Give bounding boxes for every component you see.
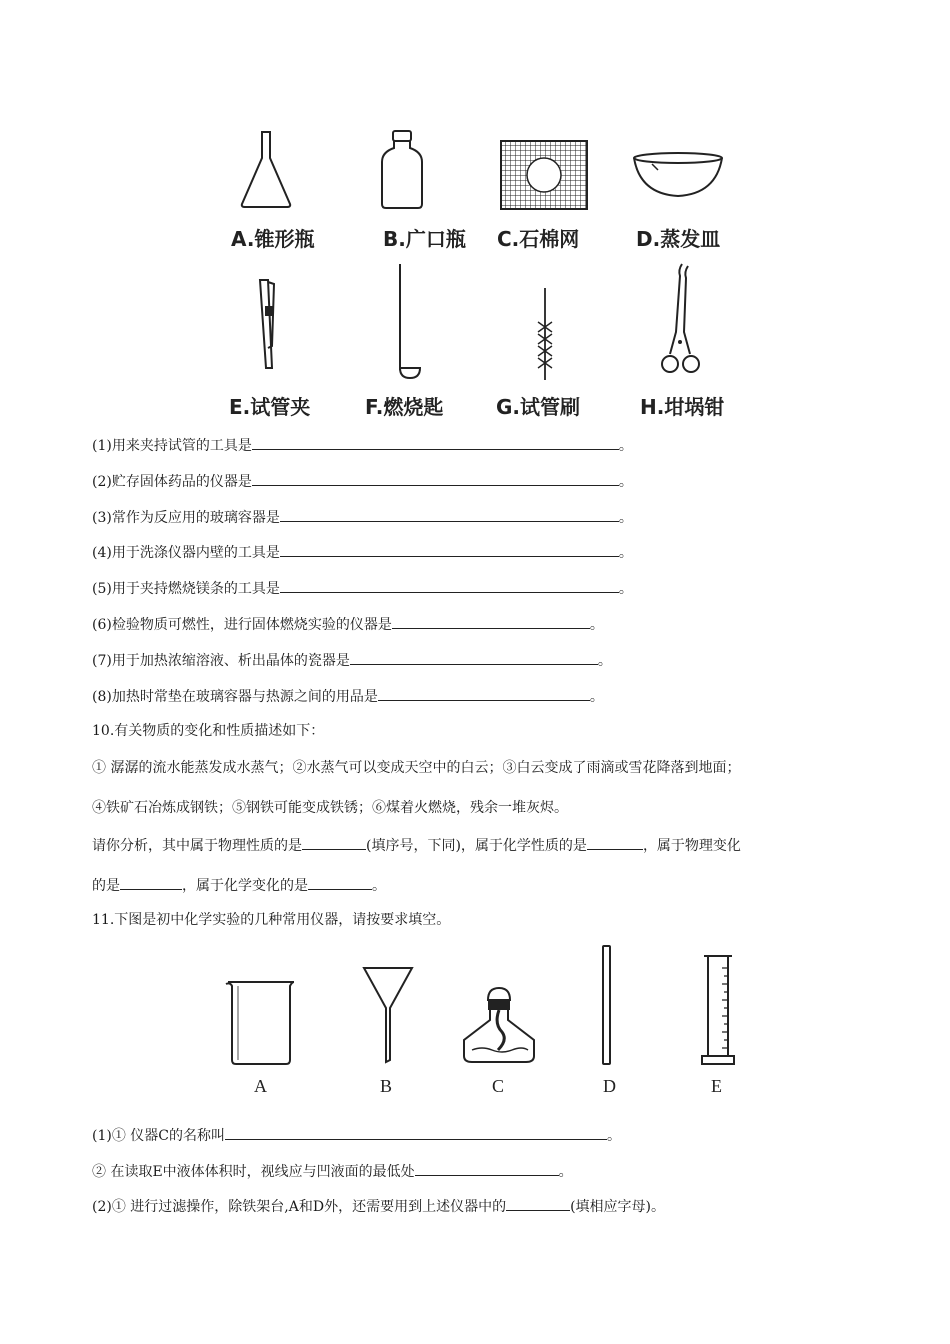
answer-blank[interactable]: [350, 649, 598, 665]
q9-item-3: (3)常作为反应用的玻璃容器是 。: [92, 506, 633, 528]
q10-title: 10.有关物质的变化和性质描述如下：: [92, 723, 325, 739]
caption-conical-flask: A.锥形瓶: [231, 227, 315, 251]
combustion-spoon-image: [386, 262, 422, 382]
answer-blank[interactable]: [120, 874, 182, 890]
q11-sub-2a: (2)① 进行过滤操作，除铁架台,A和D外，还需要用到上述仪器中的 (填相应字母)。: [92, 1195, 665, 1217]
q10-line-3: 请你分析，其中属于物理性质的是 (填序号，下同)，属于化学性质的是 ，属于物理变化: [92, 834, 741, 856]
q11-title: 11.下图是初中化学实验的几种常用仪器，请按要求填空。: [92, 912, 451, 928]
q9-item-2: (2)贮存固体药品的仪器是 。: [92, 470, 633, 492]
caption-evaporating-dish: D.蒸发皿: [636, 227, 721, 251]
label-e: E: [711, 1076, 722, 1096]
answer-blank[interactable]: [302, 834, 366, 850]
answer-blank[interactable]: [252, 434, 619, 450]
wide-mouth-bottle-image: [378, 128, 426, 212]
caption-wide-mouth-bottle: B.广口瓶: [383, 227, 466, 251]
test-tube-clamp-image: [254, 276, 280, 372]
caption-asbestos-gauze: C.石棉网: [497, 227, 580, 251]
label-d: D: [603, 1076, 616, 1096]
q10-line-2: ④铁矿石冶炼成钢铁；⑤钢铁可能变成铁锈；⑥煤着火燃烧，残余一堆灰烬。: [92, 800, 568, 816]
test-tube-brush-image: [534, 286, 556, 382]
answer-blank[interactable]: [252, 470, 619, 486]
label-a: A: [254, 1076, 267, 1096]
asbestos-gauze-image: [500, 140, 588, 210]
q9-item-1: (1)用来夹持试管的工具是 。: [92, 434, 633, 456]
q9-item-8: (8)加热时常垫在玻璃容器与热源之间的用品是 。: [92, 685, 604, 707]
answer-blank[interactable]: [225, 1124, 607, 1140]
q10-line-4: 的是 ，属于化学变化的是 。: [92, 874, 386, 896]
crucible-tongs-image: [660, 262, 702, 378]
graduated-cylinder-image: [700, 952, 738, 1068]
answer-blank[interactable]: [392, 613, 590, 629]
label-b: B: [380, 1076, 393, 1096]
caption-crucible-tongs: H.坩埚钳: [640, 395, 725, 419]
answer-blank[interactable]: [506, 1195, 570, 1211]
funnel-image: [362, 964, 414, 1064]
caption-test-tube-brush: G.试管刷: [496, 395, 581, 419]
answer-blank[interactable]: [587, 834, 643, 850]
answer-blank[interactable]: [378, 685, 590, 701]
q9-item-6: (6)检验物质可燃性，进行固体燃烧实验的仪器是 。: [92, 613, 604, 635]
q10-line-1: ① 潺潺的流水能蒸发成水蒸气；②水蒸气可以变成天空中的白云；③白云变成了雨滴或雪花降落到地面；: [92, 760, 741, 776]
answer-blank[interactable]: [415, 1160, 559, 1176]
answer-blank[interactable]: [280, 577, 619, 593]
answer-blank[interactable]: [308, 874, 372, 890]
q11-sub-1a: (1)① 仪器C的名称叫 。: [92, 1124, 621, 1146]
answer-blank[interactable]: [280, 541, 619, 557]
alcohol-lamp-image: [458, 984, 540, 1066]
evaporating-dish-image: [630, 150, 726, 200]
answer-blank[interactable]: [280, 506, 619, 522]
glass-rod-image: [600, 944, 614, 1066]
q9-item-5: (5)用于夹持燃烧镁条的工具是 。: [92, 577, 633, 599]
conical-flask-image: [236, 128, 296, 210]
caption-combustion-spoon: F.燃烧匙: [365, 395, 444, 419]
beaker-image: [224, 978, 296, 1066]
caption-test-tube-clamp: E.试管夹: [229, 395, 311, 419]
q9-item-7: (7)用于加热浓缩溶液、析出晶体的瓷器是 。: [92, 649, 612, 671]
label-c: C: [492, 1076, 505, 1096]
q11-sub-1b: ② 在读取E中液体体积时，视线应与凹液面的最低处 。: [92, 1160, 573, 1182]
q9-item-4: (4)用于洗涤仪器内壁的工具是 。: [92, 541, 633, 563]
